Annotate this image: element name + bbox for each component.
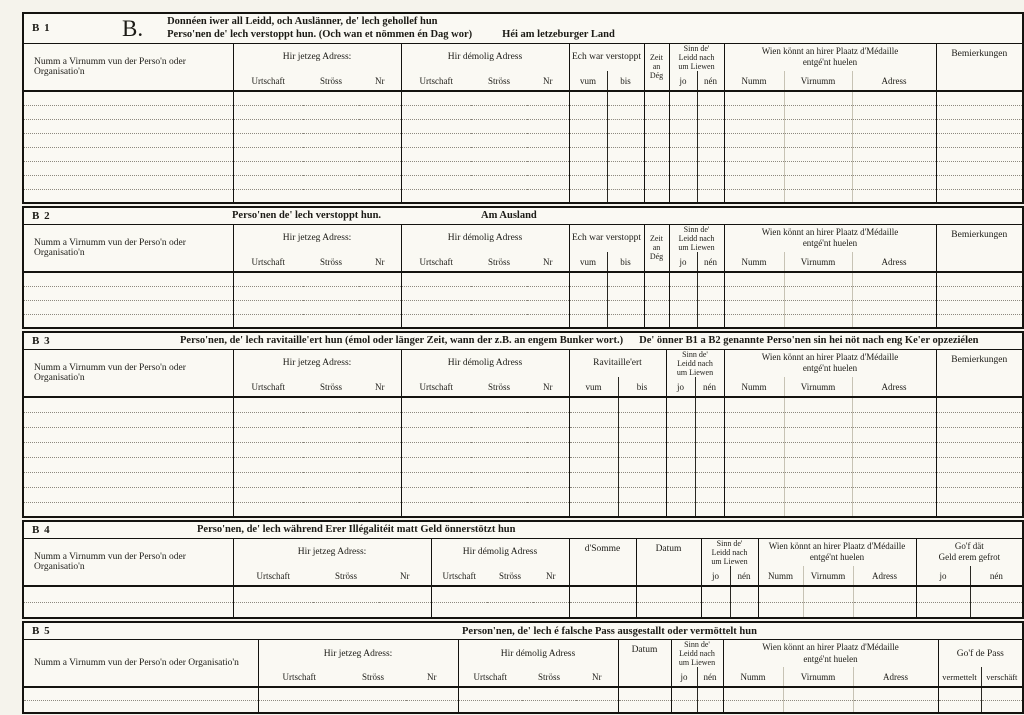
section-title: Person'nen, de' lech é falsche Pass ausgestallt oder vermöttelt hun [462, 625, 757, 637]
subcol-stross: Ströss [361, 671, 384, 682]
subcol-bis: bis [607, 252, 644, 272]
col-header-medal-recipient: Wien könnt an hirer Plaatz d'Médaille entgé'nt huelen [724, 43, 936, 71]
subcol-virnumm: Virnumm [803, 566, 853, 586]
col-header-former-address: Hir démolig Adress [401, 349, 569, 377]
empty-form-row [23, 286, 1023, 300]
subcol-stross: Ströss [498, 570, 521, 581]
col-header-remarks: Bemierkungen [936, 349, 1023, 397]
col-header-former-address: Hir démolig Adress [401, 43, 569, 71]
subcol-nr: Nr [375, 75, 385, 86]
col-header-current-address: Hir jetzeg Adress: [233, 43, 401, 71]
subcol-virnumm: Virnumm [784, 252, 852, 272]
subcol-numm: Numm [724, 71, 784, 91]
subcol-stross: Ströss [487, 381, 510, 392]
subcol-numm: Numm [724, 252, 784, 272]
section-id: B 2 [32, 209, 51, 222]
empty-form-row [23, 189, 1023, 203]
subcol-adress: Adress [853, 667, 938, 687]
col-header-former-address: Hir démolig Adress [431, 538, 569, 566]
subcol-adress: Adress [852, 71, 936, 91]
section-id: B 1 [32, 22, 51, 35]
col-header-date: Datum [618, 639, 671, 687]
subcol-urtschaft: Urtschaft [431, 566, 487, 586]
empty-form-row [23, 119, 1023, 133]
col-header-remarks: Bemierkungen [936, 224, 1023, 272]
subcol-nen: nén [730, 566, 758, 586]
subcol-virnumm: Virnumm [784, 71, 852, 91]
subcol-jo: jo [916, 566, 970, 586]
col-header-money-asked-back: Go'f dät Geld erem gefrot [916, 538, 1023, 566]
section-title: Donnéen iwer all Leidd, och Auslänner, de' lech gehollef hun Perso'nen de' lech verstoppt hun. (Och wan et nömmen én Dag wor) Héi am letzeburger Land [167, 15, 615, 41]
subcol-nen: nén [695, 377, 724, 397]
subcol-vum: vum [569, 71, 607, 91]
subcol-adress: Adress [853, 566, 916, 586]
subcol-verschaft: verschäft [981, 667, 1023, 687]
subcol-urtschaft: Urtschaft [233, 71, 303, 91]
col-header-was-hidden: Ech war verstoppt [569, 224, 644, 252]
col-header-still-alive: Sinn de' Leidd nach um Liewen [666, 349, 724, 377]
section-id: B 4 [32, 523, 51, 536]
empty-form-row [23, 472, 1023, 487]
empty-form-row [23, 700, 1023, 713]
subcol-virnumm: Virnumm [783, 667, 853, 687]
subcol-nr: Nr [543, 381, 553, 392]
col-header-still-alive: Sinn de' Leidd nach um Liewen [669, 224, 724, 252]
subcol-adress: Adress [852, 377, 936, 397]
subcol-urtschaft: Urtschaft [401, 252, 471, 272]
col-header-name: Numm a Virnumm vun der Perso'n oder Organisatio'n [34, 362, 186, 383]
col-header-medal-recipient: Wien könnt an hirer Plaatz d'Médaille entgé'nt huelen [724, 349, 936, 377]
subcol-urtschaft: Urtschaft [258, 667, 340, 687]
empty-form-row [23, 586, 1023, 602]
empty-form-row [23, 105, 1023, 119]
subcol-nr: Nr [427, 671, 437, 682]
empty-form-row [23, 175, 1023, 189]
empty-form-row [23, 687, 1023, 700]
subcol-nen: nén [970, 566, 1023, 586]
empty-form-row [23, 502, 1023, 517]
subcol-virnumm: Virnumm [784, 377, 852, 397]
empty-form-row [23, 161, 1023, 175]
section-title: Perso'nen de' lech verstoppt hun. [232, 210, 382, 222]
subcol-stross: Ströss [487, 256, 510, 267]
empty-form-row [23, 457, 1023, 472]
empty-form-row [23, 602, 1023, 618]
section-b1 [22, 12, 1024, 204]
subcol-stross: Ströss [319, 75, 342, 86]
col-header-zeit-an-deg: Zeit an Dég [644, 224, 669, 272]
col-header-current-address: Hir jetzeg Adress: [258, 639, 458, 667]
subcol-nen: nén [697, 252, 724, 272]
section-b3 [22, 331, 1024, 518]
empty-form-row [23, 442, 1023, 457]
subcol-stross: Ströss [319, 381, 342, 392]
section-id: B 3 [32, 334, 51, 347]
empty-form-row [23, 314, 1023, 328]
handwritten-letter-b: B. [122, 15, 144, 41]
subcol-nr: Nr [592, 671, 602, 682]
subcol-nr: Nr [546, 570, 556, 581]
subcol-numm: Numm [724, 377, 784, 397]
empty-form-row [23, 487, 1023, 502]
section-id: B 5 [32, 625, 51, 637]
empty-form-row [23, 147, 1023, 161]
subcol-bis: bis [607, 71, 644, 91]
subcol-urtschaft: Urtschaft [401, 71, 471, 91]
col-header-still-alive: Sinn de' Leidd nach um Liewen [701, 538, 758, 566]
subcol-jo: jo [669, 71, 697, 91]
subcol-jo: jo [671, 667, 697, 687]
subcol-urtschaft: Urtschaft [401, 377, 471, 397]
section-b3-titlebar [23, 332, 1023, 349]
subcol-nr: Nr [543, 256, 553, 267]
section-title: Perso'nen, de' lech ravitaille'ert hun (émol oder länger Zeit, wann der z.B. an engem Bunker wort.) [180, 335, 624, 347]
subcol-stross: Ströss [334, 570, 357, 581]
subcol-jo: jo [701, 566, 730, 586]
col-header-current-address: Hir jetzeg Adress: [233, 349, 401, 377]
section-b1-titlebar [23, 13, 1023, 43]
empty-form-row [23, 300, 1023, 314]
subcol-numm: Numm [758, 566, 803, 586]
section-subtitle-right: De' önner B1 a B2 genannte Perso'nen sin hei nöt nach eng Ke'er opzeziélen [639, 335, 979, 347]
section-b5 [22, 621, 1024, 714]
subcol-vum: vum [569, 252, 607, 272]
col-header-zeit-an-deg: Zeit an Dég [644, 43, 669, 91]
col-header-sum: d'Somme [569, 538, 636, 586]
empty-form-row [23, 133, 1023, 147]
subcol-nr: Nr [375, 256, 385, 267]
subcol-nr: Nr [400, 570, 410, 581]
col-header-ravitailleert: Ravitaille'ert [569, 349, 666, 377]
subcol-stross: Ströss [487, 75, 510, 86]
col-header-former-address: Hir démolig Adress [458, 639, 618, 667]
empty-form-row [23, 272, 1023, 286]
subcol-nen: nén [697, 667, 723, 687]
subcol-urtschaft: Urtschaft [458, 667, 522, 687]
col-header-name: Numm a Virnumm vun der Perso'n oder Organisatio'n [34, 237, 186, 258]
subcol-urtschaft: Urtschaft [233, 252, 303, 272]
col-header-remarks: Bemierkungen [936, 43, 1023, 91]
subcol-stross: Ströss [537, 671, 560, 682]
col-header-medal-recipient: Wien könnt an hirer Plaatz d'Médaille entgé'nt huelen [723, 639, 938, 667]
section-b2 [22, 206, 1024, 329]
section-b4 [22, 520, 1024, 619]
historical-form-page [22, 12, 1022, 714]
col-header-still-alive: Sinn de' Leidd nach um Liewen [669, 43, 724, 71]
col-header-name: Numm a Virnumm vun der Perso'n oder Organisatio'n [34, 551, 186, 572]
col-header-former-address: Hir démolig Adress [401, 224, 569, 252]
section-subtitle-right: Héi am letzeburger Land [502, 29, 615, 41]
subcol-numm: Numm [723, 667, 783, 687]
empty-form-row [23, 397, 1023, 412]
col-header-medal-recipient: Wien könnt an hirer Plaatz d'Médaille entgé'nt huelen [724, 224, 936, 252]
col-header-date: Datum [636, 538, 701, 586]
col-header-name: Numm a Virnumm vun der Perso'n oder Organisatio'n [34, 56, 186, 77]
empty-form-row [23, 427, 1023, 442]
col-header-medal-recipient: Wien könnt an hirer Plaatz d'Médaille entgé'nt huelen [758, 538, 916, 566]
section-subtitle-right: Am Ausland [481, 210, 537, 222]
col-header-was-hidden: Ech war verstoppt [569, 43, 644, 71]
col-header-pass-provided: Go'f de Pass [938, 639, 1023, 667]
section-title: Perso'nen, de' lech während Erer Illégalitéit matt Geld önnerstötzt hun [197, 524, 516, 536]
subcol-nen: nén [697, 71, 724, 91]
subcol-urtschaft: Urtschaft [233, 377, 303, 397]
section-b4-titlebar [23, 521, 1023, 538]
col-header-still-alive: Sinn de' Leidd nach um Liewen [671, 639, 723, 667]
empty-form-row [23, 91, 1023, 105]
subcol-jo: jo [669, 252, 697, 272]
section-b5-titlebar [23, 622, 1023, 639]
subcol-stross: Ströss [319, 256, 342, 267]
subcol-nr: Nr [543, 75, 553, 86]
subcol-jo: jo [666, 377, 695, 397]
empty-form-row [23, 412, 1023, 427]
col-header-current-address: Hir jetzeg Adress: [233, 538, 431, 566]
col-header-current-address: Hir jetzeg Adress: [233, 224, 401, 252]
subcol-adress: Adress [852, 252, 936, 272]
subcol-nr: Nr [375, 381, 385, 392]
col-header-name: Numm a Virnumm vun der Perso'n oder Organisatio'n [34, 658, 239, 669]
subcol-bis: bis [618, 377, 666, 397]
subcol-vum: vum [569, 377, 618, 397]
section-b2-titlebar [23, 207, 1023, 224]
subcol-vermettelt: vermettelt [938, 667, 981, 687]
subcol-urtschaft: Urtschaft [233, 566, 313, 586]
